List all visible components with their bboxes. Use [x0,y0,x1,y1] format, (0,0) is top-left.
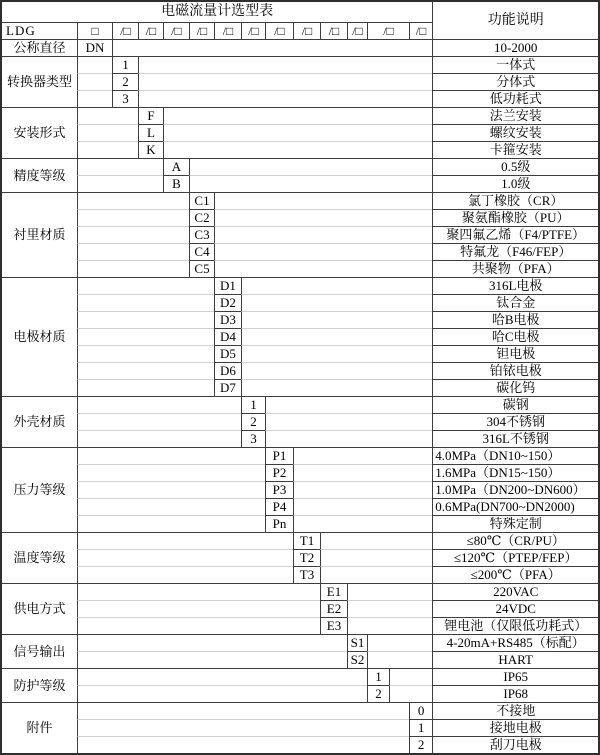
model-slot: /□ [320,22,347,39]
filler-cell [77,736,409,753]
category-label: 防护等级 [2,668,77,702]
filler-cell [320,532,432,549]
option-code: B [163,175,189,192]
option-description: 共聚物（PFA） [432,260,598,277]
filler-cell [77,685,367,702]
option-code: L [138,124,163,141]
option-code: 3 [241,430,265,447]
option-description: 铂铱电极 [432,362,598,379]
option-description: 24VDC [432,600,598,617]
option-code: A [163,158,189,175]
option-code: T2 [293,549,320,566]
category-label: 附件 [2,702,77,753]
model-slot: /□ [189,22,214,39]
filler-cell [77,481,265,498]
filler-cell [77,702,409,719]
option-description: 刮刀电极 [432,736,598,753]
filler-cell [241,311,432,328]
filler-cell [77,260,189,277]
option-description: 1.0MPa（DN200~DN600） [432,481,598,498]
filler-cell [77,209,189,226]
option-code: C1 [189,192,214,209]
filler-cell [77,226,189,243]
option-code: T1 [293,532,320,549]
option-code: D3 [214,311,241,328]
option-description: 1.0级 [432,175,598,192]
filler-cell [138,90,432,107]
option-description: 低功耗式 [432,90,598,107]
filler-cell [163,141,432,158]
option-description: 钽电极 [432,345,598,362]
filler-cell [77,532,293,549]
filler-cell [241,294,432,311]
filler-cell [77,362,214,379]
option-description: 分体式 [432,73,598,90]
model-slot: /□ [367,22,409,39]
filler-cell [77,583,320,600]
category-label: 压力等级 [2,447,77,532]
option-description: 316L不锈钢 [432,430,598,447]
option-code: F [138,107,163,124]
filler-cell [77,464,265,481]
option-description: 1.6MPa（DN15~150） [432,464,598,481]
option-code: 1 [409,719,432,736]
option-code: S2 [347,651,367,668]
option-code: D1 [214,277,241,294]
filler-cell [77,73,112,90]
option-description: 不接地 [432,702,598,719]
filler-cell [77,430,241,447]
option-code: P3 [265,481,293,498]
option-code: C5 [189,260,214,277]
filler-cell [163,107,432,124]
option-description: 10-2000 [432,39,598,56]
option-description: 特氟龙（F46/FEP） [432,243,598,260]
option-code: C2 [189,209,214,226]
filler-cell [77,141,138,158]
option-description: 碳化钨 [432,379,598,396]
filler-cell [77,124,138,141]
option-code: 3 [112,90,138,107]
model-slot: /□ [293,22,320,39]
filler-cell [214,243,432,260]
category-label: 公称直径 [2,39,77,56]
filler-cell [367,651,432,668]
filler-cell [77,175,163,192]
option-code: D6 [214,362,241,379]
option-code: E1 [320,583,347,600]
model-prefix: LDG [2,22,77,39]
filler-cell [77,498,265,515]
category-label: 电极材质 [2,277,77,396]
option-description: 0.5级 [432,158,598,175]
filler-cell [77,107,138,124]
category-label: 安装形式 [2,107,77,158]
model-slot: /□ [112,22,138,39]
category-label: 外壳材质 [2,396,77,447]
model-slot: /□ [241,22,265,39]
option-code: P1 [265,447,293,464]
filler-cell [293,464,432,481]
filler-cell [77,158,163,175]
option-description: 哈C电极 [432,328,598,345]
option-description: ≤80℃（CR/PU） [432,532,598,549]
model-slot: /□ [138,22,163,39]
filler-cell [241,379,432,396]
option-code: D4 [214,328,241,345]
option-description: 特殊定制 [432,515,598,532]
option-code: 2 [409,736,432,753]
option-code: D7 [214,379,241,396]
option-code: DN [77,39,112,56]
option-code: P4 [265,498,293,515]
filler-cell [138,56,432,73]
filler-cell [241,277,432,294]
function-description-header: 功能说明 [432,2,598,39]
category-label: 衬里材质 [2,192,77,277]
option-description: 锂电池（仅限低功耗式） [432,617,598,634]
option-code: 1 [112,56,138,73]
option-description: 0.6MPa(DN700~DN2000) [432,498,598,515]
option-description: 220VAC [432,583,598,600]
option-code: T3 [293,566,320,583]
filler-cell [77,668,367,685]
filler-cell [77,651,347,668]
option-code: E2 [320,600,347,617]
option-description: IP65 [432,668,598,685]
filler-cell [77,600,320,617]
option-description: 聚氨酯橡胶（PU） [432,209,598,226]
filler-cell [293,481,432,498]
option-description: IP68 [432,685,598,702]
model-slot: /□ [265,22,293,39]
option-code: Pn [265,515,293,532]
filler-cell [77,515,265,532]
table-title: 电磁流量计选型表 [161,4,274,19]
filler-cell [320,549,432,566]
filler-cell [293,515,432,532]
option-description: 螺纹安装 [432,124,598,141]
filler-cell [347,600,432,617]
filler-cell [77,294,214,311]
model-slot: /□ [163,22,189,39]
option-description: HART [432,651,598,668]
filler-cell [112,39,432,56]
option-code: 2 [367,685,389,702]
model-slot: /□ [409,22,432,39]
filler-cell [265,396,432,413]
category-label: 温度等级 [2,532,77,583]
option-description: 卡箍安装 [432,141,598,158]
filler-cell [265,413,432,430]
category-label: 信号输出 [2,634,77,668]
filler-cell [77,311,214,328]
option-description: ≤200℃（PFA） [432,566,598,583]
filler-cell [77,379,214,396]
filler-cell [189,158,432,175]
filler-cell [367,634,432,651]
filler-cell [77,345,214,362]
category-label: 转换器类型 [2,56,77,107]
filler-cell [389,668,432,685]
filler-cell [189,175,432,192]
filler-cell [77,192,189,209]
option-description: 4-20mA+RS485（标配） [432,634,598,651]
category-label: 精度等级 [2,158,77,192]
option-code: 1 [367,668,389,685]
option-description: 碳钢 [432,396,598,413]
filler-cell [77,277,214,294]
option-code: E3 [320,617,347,634]
option-code: D5 [214,345,241,362]
option-description: 氯丁橡胶（CR） [432,192,598,209]
option-description: ≤120℃（PTEP/FEP） [432,549,598,566]
category-label: 供电方式 [2,583,77,634]
option-description: 接地电极 [432,719,598,736]
filler-cell [77,617,320,634]
filler-cell [77,549,293,566]
filler-cell [77,328,214,345]
option-code: K [138,141,163,158]
filler-cell [241,362,432,379]
filler-cell [241,328,432,345]
filler-cell [163,124,432,141]
option-description: 一体式 [432,56,598,73]
filler-cell [77,396,241,413]
filler-cell [389,685,432,702]
option-code: 2 [112,73,138,90]
option-description: 316L电极 [432,277,598,294]
filler-cell [214,192,432,209]
filler-cell [347,617,432,634]
option-description: 304不锈钢 [432,413,598,430]
filler-cell [347,583,432,600]
option-code: 2 [241,413,265,430]
model-slot: /□ [347,22,367,39]
filler-cell [214,226,432,243]
option-code: S1 [347,634,367,651]
filler-cell [214,209,432,226]
filler-cell [320,566,432,583]
filler-cell [77,243,189,260]
filler-cell [77,566,293,583]
filler-cell [214,260,432,277]
filler-cell [77,413,241,430]
filler-cell [293,447,432,464]
filler-cell [293,498,432,515]
filler-cell [77,634,347,651]
filler-cell [241,345,432,362]
option-description: 哈B电极 [432,311,598,328]
option-code: P2 [265,464,293,481]
filler-cell [77,56,112,73]
filler-cell [77,719,409,736]
option-code: C3 [189,226,214,243]
option-description: 法兰安装 [432,107,598,124]
option-description: 4.0MPa（DN10~150） [432,447,598,464]
filler-cell [265,430,432,447]
filler-cell [77,90,112,107]
option-code: C4 [189,243,214,260]
filler-cell [77,447,265,464]
option-code: 0 [409,702,432,719]
option-description: 钛合金 [432,294,598,311]
option-description: 聚四氟乙烯（F4/PTFE） [432,226,598,243]
model-slot: /□ [214,22,241,39]
filler-cell [138,73,432,90]
model-first-box: □ [77,22,112,39]
option-code: D2 [214,294,241,311]
option-code: 1 [241,396,265,413]
